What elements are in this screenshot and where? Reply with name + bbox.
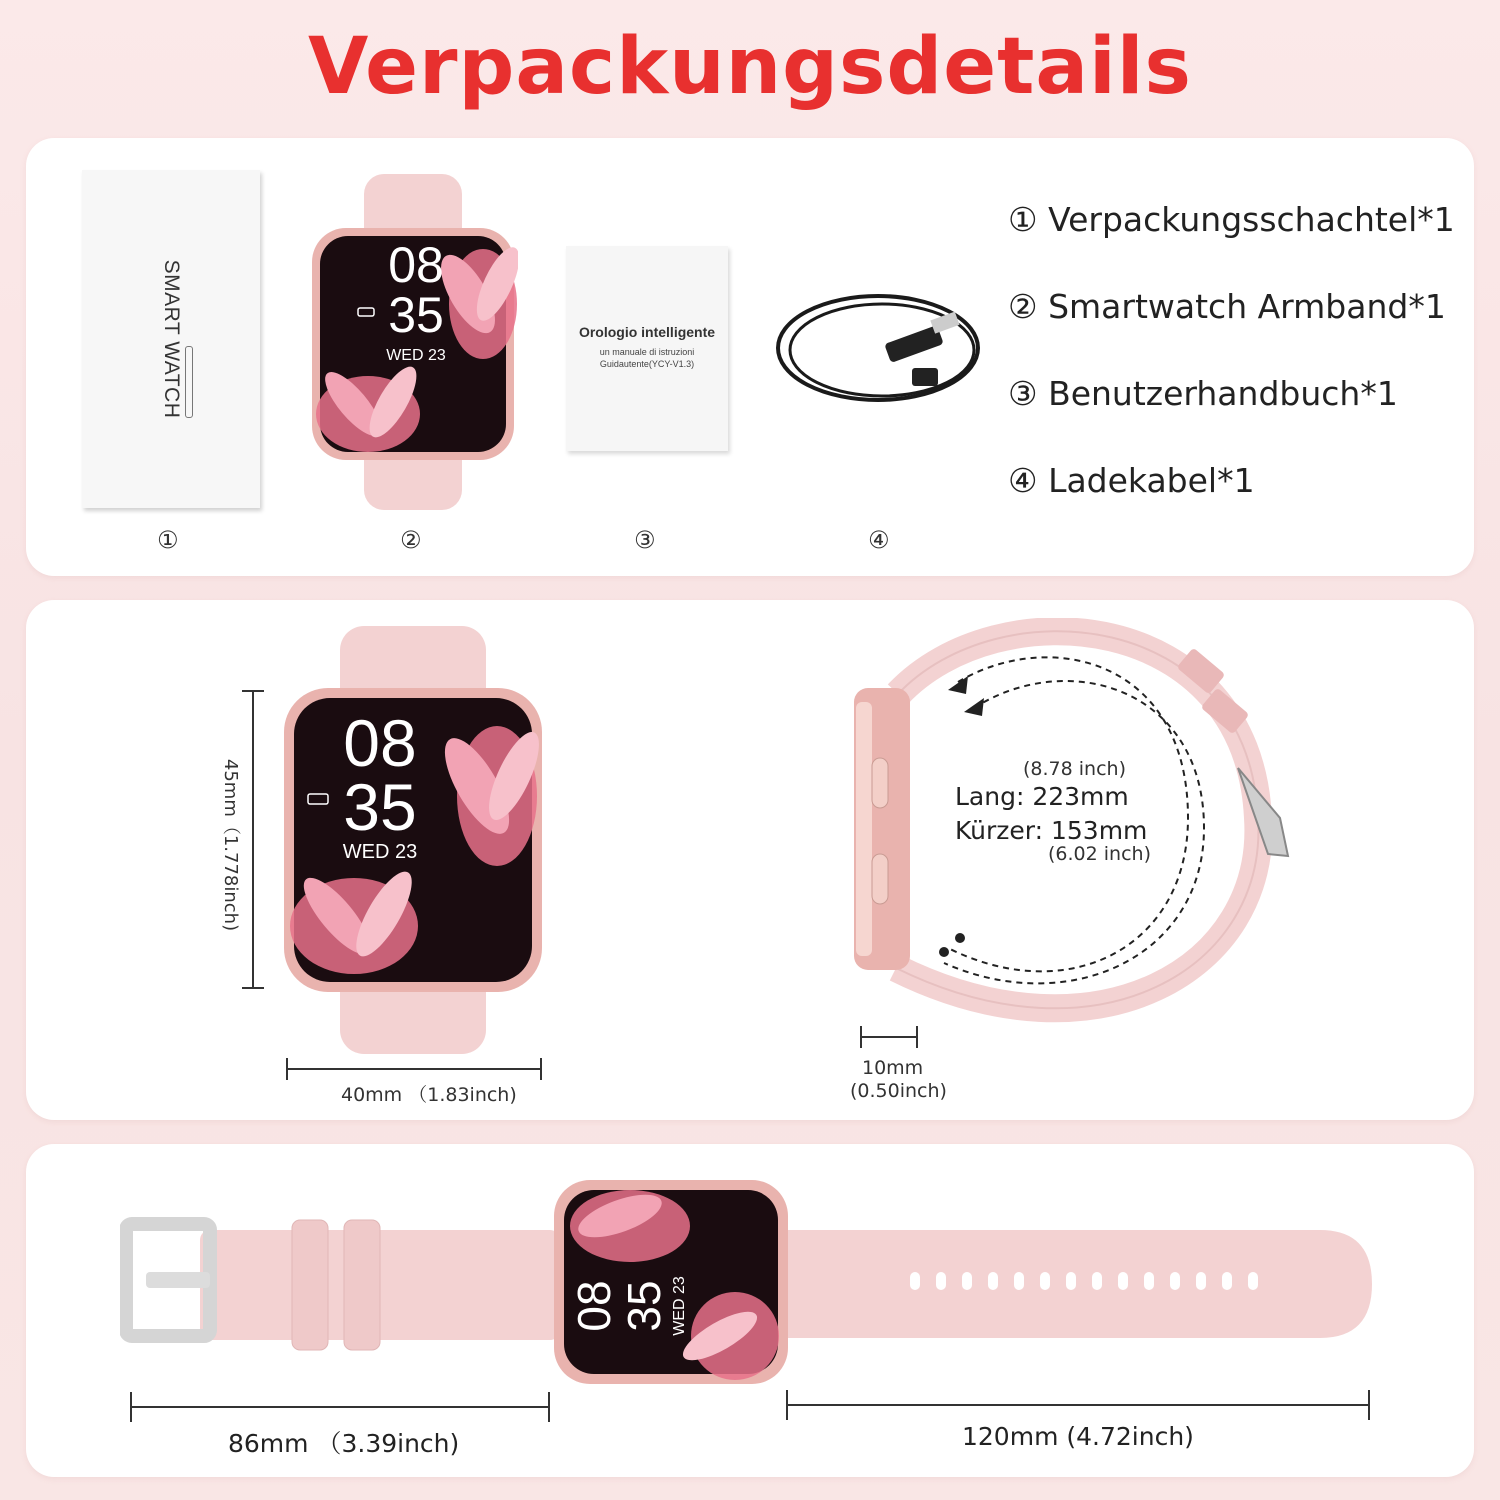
strap-short: Kürzer: 153mm bbox=[955, 816, 1148, 845]
width-dim-line bbox=[286, 1068, 542, 1070]
packaging-box bbox=[82, 170, 260, 508]
clock-minute: 35 bbox=[388, 287, 444, 343]
thickness-inch: (0.50inch) bbox=[850, 1080, 947, 1102]
contents-item-1: ① Verpackungsschachtel*1 bbox=[1008, 200, 1455, 239]
smartwatch-image bbox=[308, 174, 518, 510]
thickness-dim-cap-right bbox=[916, 1026, 918, 1048]
charging-cable-image bbox=[774, 278, 986, 412]
width-label: 40mm （1.83inch) bbox=[341, 1084, 517, 1106]
right-strap-dim-line bbox=[786, 1404, 1370, 1406]
left-strap-dim-line bbox=[130, 1406, 550, 1408]
contents-item-3: ③ Benutzerhandbuch*1 bbox=[1008, 374, 1398, 413]
clock-minute-rotated: 35 bbox=[618, 1280, 670, 1332]
marker-1: ① bbox=[157, 526, 179, 554]
contents-item-4: ④ Ladekabel*1 bbox=[1008, 461, 1255, 500]
height-label: 45mm（1.778inch) bbox=[220, 758, 241, 932]
watch-flat-image bbox=[120, 1176, 1380, 1388]
right-strap-dim-cap-right bbox=[1368, 1390, 1370, 1420]
right-strap-dim-cap-left bbox=[786, 1390, 788, 1420]
clock-hour: 08 bbox=[388, 237, 444, 293]
clock-hour-rotated: 08 bbox=[568, 1280, 620, 1332]
height-dim-cap-bottom bbox=[242, 987, 264, 989]
manual-line-1: un manuale di istruzioni bbox=[599, 347, 695, 357]
strap-short-inch: (6.02 inch) bbox=[1048, 843, 1151, 865]
thickness-dim-cap-left bbox=[860, 1026, 862, 1048]
clock-date: WED 23 bbox=[386, 347, 446, 364]
height-dim-cap-top bbox=[242, 690, 264, 692]
page-title: Verpackungsdetails bbox=[308, 22, 1192, 112]
marker-4: ④ bbox=[868, 526, 890, 554]
left-strap-label: 86mm （3.39inch) bbox=[228, 1429, 460, 1458]
clock-date-large: WED 23 bbox=[342, 841, 418, 863]
user-manual bbox=[566, 246, 728, 451]
marker-3: ③ bbox=[634, 526, 656, 554]
strap-long: Lang: 223mm bbox=[955, 782, 1129, 811]
width-dim-cap-left bbox=[286, 1058, 288, 1080]
left-strap-dim-cap-left bbox=[130, 1392, 132, 1422]
height-dim-line bbox=[252, 690, 254, 988]
marker-2: ② bbox=[400, 526, 422, 554]
contents-item-2: ② Smartwatch Armband*1 bbox=[1008, 287, 1446, 326]
watch-front-image bbox=[282, 626, 544, 1054]
right-strap-label: 120mm (4.72inch) bbox=[962, 1422, 1194, 1451]
width-dim-cap-right bbox=[540, 1058, 542, 1080]
box-label: SMART WATCH bbox=[160, 259, 183, 419]
thickness-dim-line bbox=[860, 1036, 918, 1038]
clock-hour-large: 08 bbox=[343, 706, 417, 780]
manual-title: Orologio intelligente bbox=[578, 324, 716, 340]
clock-date-rotated: WED 23 bbox=[671, 1276, 688, 1336]
thickness-mm: 10mm bbox=[862, 1057, 924, 1079]
clock-minute-large: 35 bbox=[343, 770, 417, 844]
box-icons bbox=[185, 346, 193, 418]
manual-line-2: Guidautente(YCY-V1.3) bbox=[599, 359, 695, 369]
strap-long-inch: (8.78 inch) bbox=[1023, 758, 1126, 780]
left-strap-dim-cap-right bbox=[548, 1392, 550, 1422]
